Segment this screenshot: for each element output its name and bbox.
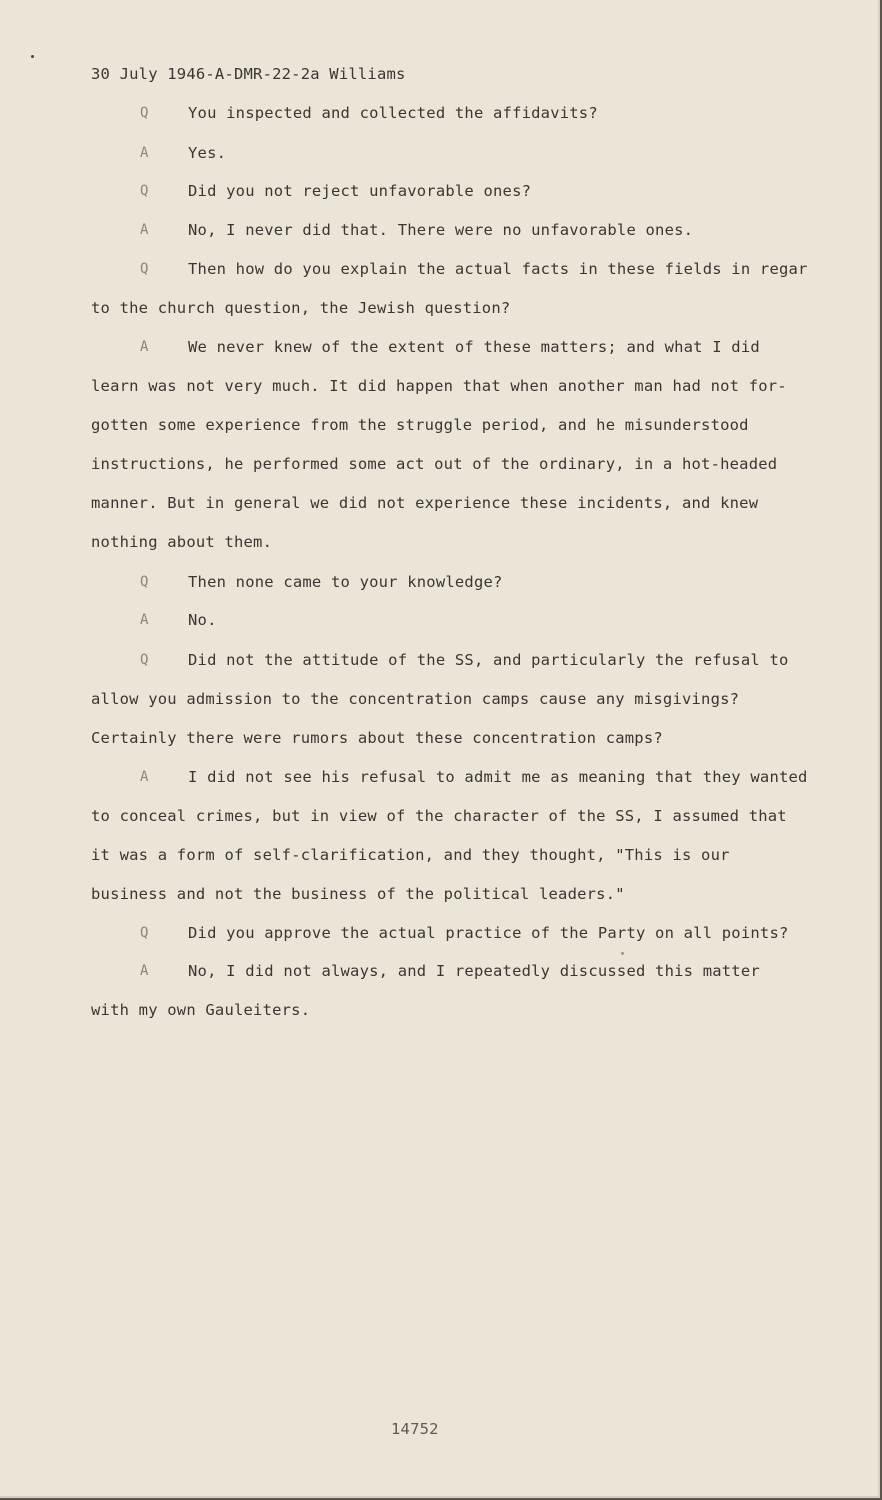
answer-marker: A <box>140 963 149 979</box>
transcript-line: nothing about them. <box>91 533 273 551</box>
question-marker: Q <box>140 261 149 277</box>
transcript-line: Certainly there were rumors about these concentration camps? <box>91 729 663 747</box>
transcript-line: Did you approve the actual practice of the Party on all points? <box>188 924 789 942</box>
transcript-line: No, I did not always, and I repeatedly discussed this matter <box>188 962 760 980</box>
transcript-line: We never knew of the extent of these matters; and what I did <box>188 338 760 356</box>
transcript-line: instructions, he performed some act out of the ordinary, in a hot-headed <box>91 455 778 473</box>
transcript-line: allow you admission to the concentration camps cause any misgivings? <box>91 690 740 708</box>
transcript-line: I did not see his refusal to admit me as meaning that they wanted <box>188 768 808 786</box>
question-marker: Q <box>140 183 149 199</box>
transcript-line: You inspected and collected the affidavits? <box>188 104 598 122</box>
answer-marker: A <box>140 145 149 161</box>
transcript-line: to the church question, the Jewish question? <box>91 299 511 317</box>
transcript-line: learn was not very much. It did happen that when another man had not for- <box>91 377 787 395</box>
paper-speck <box>31 55 34 58</box>
question-marker: Q <box>140 652 149 668</box>
question-marker: Q <box>140 105 149 121</box>
transcript-line: Yes. <box>188 144 227 162</box>
document-header: 30 July 1946-A-DMR-22-2a Williams <box>91 65 406 83</box>
transcript-line: Did not the attitude of the SS, and particularly the refusal to <box>188 651 789 669</box>
transcript-line: Then none came to your knowledge? <box>188 573 503 591</box>
answer-marker: A <box>140 769 149 785</box>
transcript-line: to conceal crimes, but in view of the character of the SS, I assumed that <box>91 807 787 825</box>
answer-marker: A <box>140 222 149 238</box>
transcript-line: business and not the business of the political leaders." <box>91 885 625 903</box>
question-marker: Q <box>140 925 149 941</box>
paper-speck <box>621 952 624 955</box>
transcript-line: gotten some experience from the struggle period, and he misunderstood <box>91 416 749 434</box>
transcript-line: Then how do you explain the actual facts in these fields in regar <box>188 260 808 278</box>
transcript-line: with my own Gauleiters. <box>91 1001 311 1019</box>
answer-marker: A <box>140 612 149 628</box>
transcript-line: manner. But in general we did not experience these incidents, and knew <box>91 494 759 512</box>
transcript-line: it was a form of self-clarification, and they thought, "This is our <box>91 846 730 864</box>
transcript-line: No. <box>188 611 217 629</box>
page-number: 14752 <box>391 1420 439 1438</box>
answer-marker: A <box>140 339 149 355</box>
transcript-line: Did you not reject unfavorable ones? <box>188 182 532 200</box>
transcript-line: No, I never did that. There were no unfavorable ones. <box>188 221 694 239</box>
question-marker: Q <box>140 574 149 590</box>
